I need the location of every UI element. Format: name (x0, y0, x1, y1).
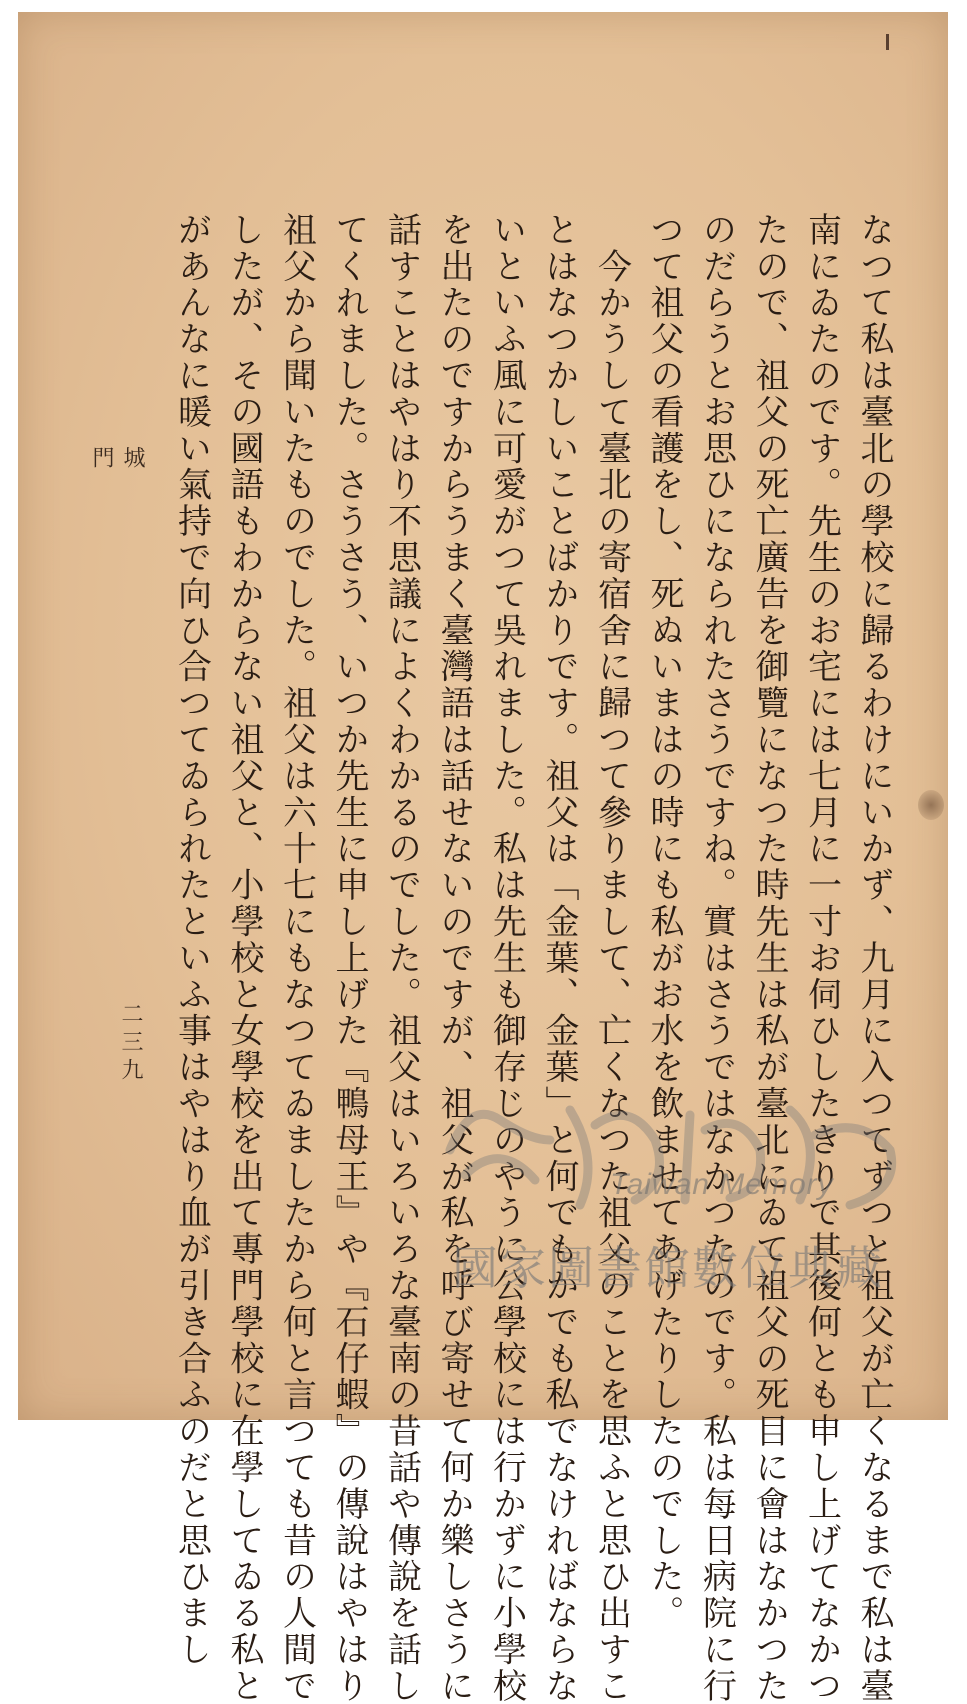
text-column-4: のだらうとお思ひになられたさうですね。實はさうではなかつたのです。私は每日病院に行 (696, 212, 737, 1704)
text-column-10: 話すことはやはり不思議によくわかるのでした。祖父はいろいろな臺南の昔話や傳說を話し (381, 212, 422, 1704)
text-column-6: 今かうして臺北の寄宿舍に歸つて參りまして、亡くなつた祖父のことを思ふと思ひ出すこ (591, 212, 632, 1704)
text-column-3: たので、祖父の死亡廣告を御覽になつた時先生は私が臺北にゐて祖父の死目に會はなかつた (749, 212, 789, 1704)
text-column-13: したが、その國語もわからない祖父と、小學校と女學校を出て專門學校に在學してゐる私と (224, 212, 264, 1704)
text-column-5: つて祖父の看護をし、死ぬいまはの時にも私がお水を飲ませてあげたりしたのでした。 (644, 212, 684, 1632)
page-number: 二三九 (118, 1002, 143, 1086)
text-column-12: 祖父から聞いたものでした。祖父は六十七にもなつてゐましたから何と言つても昔の人間で (276, 212, 317, 1704)
ink-stain (918, 790, 944, 820)
watermark-caption: 國家圖書館數位典藏 (452, 1241, 884, 1295)
running-title: 城 門 (89, 446, 145, 526)
text-column-11: てくれました。さうさう、いつか先生に申し上げた『鴨母王』や『石仔蝦』の傳說はやはり (329, 212, 369, 1704)
text-column-8: いといふ風に可愛がつて吳れました。私は先生も御存じのやうに公學校には行かずに小學校 (486, 212, 527, 1704)
corner-mark (886, 34, 889, 50)
text-column-7: とはなつかしいことばかりです。祖父は「金葉、金葉」と何でもかでも私でなければならな (539, 212, 579, 1704)
text-column-9: を出たのですからうまく臺灣語は話せないのですが、祖父が私を呼び寄せて何か樂しさうに (434, 212, 474, 1704)
text-column-1: なつて私は臺北の學校に歸るわけにいかず、九月に入つてずつと祖父が亡くなるまで私は臺 (854, 212, 894, 1704)
text-column-14: があんなに暖い氣持で向ひ合つてゐられたといふ事はやはり血が引き合ふのだと思ひまし (171, 212, 212, 1668)
text-column-2: 南にゐたのです。先生のお宅には七月に一寸お伺ひしたきりで其後何とも申し上げてなかつ (801, 212, 842, 1704)
watermark-latin: Taiwan Memory (610, 1168, 834, 1201)
